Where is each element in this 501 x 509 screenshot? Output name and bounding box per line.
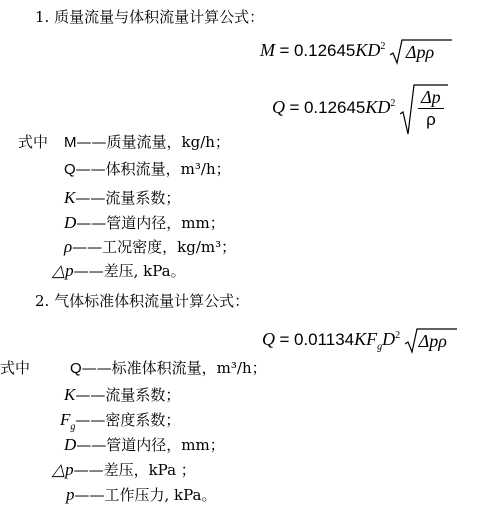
dash: —— — [72, 238, 103, 256]
formula-vol-numerator: Δp — [421, 87, 441, 107]
definition: 工作压力, kPa。 — [104, 486, 217, 504]
formula-std-var2: D — [382, 329, 396, 350]
defs-2-row-4 — [52, 461, 196, 478]
definition: 差压, kPa。 — [103, 262, 186, 280]
sqrt-symbol — [400, 84, 448, 134]
defs-1-prefix: 式中 — [18, 133, 49, 151]
formula-mass-radicand: Δpρ — [405, 42, 435, 62]
dash: —— — [75, 189, 106, 207]
formula-std-coef: 0.01134 — [293, 330, 355, 350]
symbol: Q — [70, 360, 82, 377]
formula-std-radicand: Δpρ — [418, 331, 447, 351]
defs-2-row-0 — [70, 361, 267, 376]
section-1-heading: 1. 质量流量与体积流量计算公式： — [35, 8, 265, 26]
defs-1-row-0 — [64, 135, 230, 150]
symbol: $F_g$ — [60, 410, 76, 433]
formula-std-eq: = — [279, 330, 290, 350]
dash: —— — [74, 486, 105, 504]
definition: 流量系数； — [105, 189, 181, 207]
symbol: K — [64, 188, 76, 207]
definition: 质量流量，kg/h； — [106, 133, 230, 151]
defs-1-row-5 — [52, 262, 186, 279]
formula-std-var1: KF — [354, 329, 378, 350]
dash: —— — [73, 461, 104, 479]
definition: 管道内径，mm； — [106, 214, 225, 232]
formula-vol-var: KD — [365, 97, 391, 118]
dash: —— — [76, 436, 107, 454]
symbol: △p — [52, 460, 74, 479]
formula-std-exp: 2 — [395, 330, 401, 342]
formula-std-sub: g — [377, 341, 383, 353]
definition: 管道内径，mm； — [106, 436, 225, 454]
formula-volume — [272, 84, 448, 134]
dash: —— — [75, 386, 106, 404]
defs-2-row-2 — [60, 411, 180, 432]
defs-2-row-1 — [64, 386, 180, 403]
formula-vol-exp: 2 — [390, 98, 396, 110]
dash: —— — [75, 160, 106, 178]
formula-mass-coef: 0.12645 — [293, 41, 356, 61]
section-2-heading: 2. 气体标准体积流量计算公式： — [35, 292, 250, 310]
symbol: △p — [52, 261, 74, 280]
formula-standard — [262, 328, 457, 354]
defs-1-row-3 — [64, 214, 225, 231]
dash: —— — [75, 411, 106, 429]
symbol: ρ — [64, 237, 73, 256]
dash: —— — [73, 262, 104, 280]
formula-vol-coef: 0.12645 — [303, 98, 366, 118]
dash: —— — [81, 359, 112, 377]
defs-2-row-5 — [66, 486, 217, 503]
symbol: D — [64, 213, 77, 232]
formula-std-lhs: Q — [262, 329, 275, 350]
defs-2-row-3 — [64, 436, 225, 453]
symbol: Q — [64, 161, 76, 178]
definition: 体积流量，m³/h； — [105, 160, 231, 178]
definition: 流量系数； — [105, 386, 181, 404]
sqrt-symbol — [390, 39, 452, 65]
formula-mass-lhs: M — [260, 40, 275, 61]
symbol: p — [66, 485, 75, 504]
formula-vol-lhs: Q — [272, 97, 285, 118]
formula-vol-eq: = — [289, 98, 300, 118]
defs-2-prefix: 式中 — [0, 359, 31, 377]
formula-mass-var: KD — [355, 40, 381, 61]
definition: 差压，kPa ； — [103, 461, 196, 479]
defs-1-row-4 — [64, 238, 236, 255]
dash: —— — [76, 133, 107, 151]
symbol: K — [64, 385, 76, 404]
dash: —— — [76, 214, 107, 232]
symbol: M — [64, 134, 77, 151]
defs-1-row-1 — [64, 162, 231, 177]
defs-1-row-2 — [64, 189, 180, 206]
fraction — [418, 88, 444, 128]
definition: 密度系数； — [105, 411, 181, 429]
formula-mass-eq: = — [279, 41, 290, 61]
definition: 工况密度，kg/m³； — [102, 238, 237, 256]
formula-mass — [260, 39, 452, 65]
formula-vol-denominator: ρ — [426, 110, 436, 129]
symbol: D — [64, 435, 77, 454]
formula-mass-exp: 2 — [380, 41, 386, 53]
sqrt-symbol — [405, 328, 457, 354]
definition: 标准体积流量，m³/h； — [111, 359, 267, 377]
